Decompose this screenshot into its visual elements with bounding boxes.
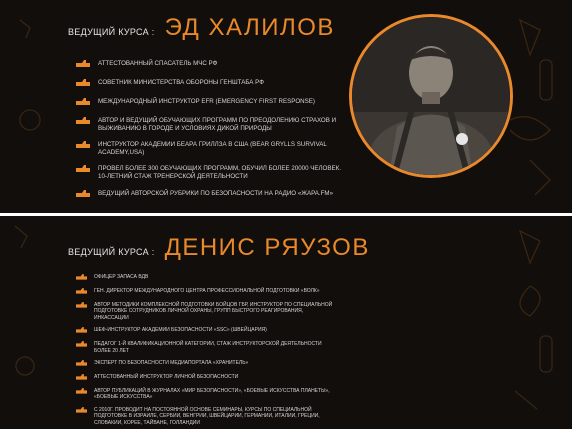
lead-label: ВЕДУЩИЙ КУРСА :	[68, 247, 155, 257]
credential-text: ПРОВЕЛ БОЛЕЕ 300 ОБУЧАЮЩИХ ПРОГРАММ, ОБУЧИЛ БОЛЕЕ 20000 ЧЕЛОВЕК. 10-ЛЕТНИЙ СТАЖ ТРЕНЕРСКОЙ ДЕЯТЕЛЬНОСТИ	[98, 165, 341, 180]
instructor-name: ЭД ХАЛИЛОВ	[164, 14, 335, 41]
credential-text: С 2010Г. ПРОВОДИТ НА ПОСТОЯННОЙ ОСНОВЕ СЕМИНАРЫ, КУРСЫ ПО СПЕЦИАЛЬНОЙ ПОДГОТОВКЕ В ИЗРАИЛЕ, СЕРБИИ, ВЕНГРИИ, ШВЕЙЦАРИИ, ГЕРМАНИИ, ИТАЛИИ, ГРЕЦИИ, СЛОВАКИИ, КОРЕЕ, ТАЙВАНЕ, ГОЛЛАНДИИ	[94, 406, 320, 426]
credential-text: ИНСТРУКТОР АКАДЕМИИ БЕАРА ГРИЛЛЗА В США (BEAR GRYLLS SURVIVAL ACADEMY,USA)	[98, 141, 327, 156]
pointing-hand-icon	[76, 117, 90, 127]
list-item	[76, 341, 336, 354]
pointing-hand-icon	[76, 374, 87, 382]
pointing-hand-icon	[76, 98, 90, 108]
credential-text: ГЕН. ДИРЕКТОР МЕЖДУНАРОДНОГО ЦЕНТРА ПРОФЕССИОНАЛЬНОЙ ПОДГОТОВКИ «ВОЛК»	[94, 288, 320, 294]
credential-text: МЕЖДУНАРОДНЫЙ ИНСТРУКТОР EFR (EMERGENCY FIRST RESPONSE)	[98, 98, 315, 105]
list-item	[76, 288, 336, 296]
credential-text: ЭКСПЕРТ ПО БЕЗОПАСНОСТИ МЕДИАПОРТАЛА «ХРАНИТЕЛЬ»	[94, 360, 249, 367]
pointing-hand-icon	[76, 60, 90, 70]
pointing-hand-icon	[76, 79, 90, 89]
card-header	[68, 234, 370, 262]
instructor-card-ryauzov	[0, 216, 572, 429]
credential-text: АВТОР МЕТОДИКИ КОМПЛЕКСНОЙ ПОДГОТОВКИ БОЙЦОВ ГБР, ИНСТРУКТОР ПО СПЕЦИАЛЬНОЙ ПОДГОТОВКЕ СОТРУДНИКОВ ЛИЧНОЙ ОХРАНЫ, ГРУПП БЫСТРОГО РЕАГИРОВАНИЯ, ИНКАССАЦИИ	[94, 302, 333, 321]
photo-illustration	[352, 17, 510, 175]
credential-text: СОВЕТНИК МИНИСТЕРСТВА ОБОРОНЫ ГЕНШТАБА РФ	[98, 79, 264, 86]
credentials-list	[76, 60, 351, 209]
pointing-hand-icon	[76, 302, 87, 310]
pointing-hand-icon	[76, 274, 87, 282]
list-item	[76, 117, 351, 132]
list-item	[76, 165, 351, 180]
list-item	[76, 302, 336, 321]
credential-text: АТТЕСТОВАННЫЙ СПАСАТЕЛЬ МЧС РФ	[98, 60, 218, 67]
list-item	[76, 98, 351, 108]
pointing-hand-icon	[76, 360, 87, 368]
credential-text: АТТЕСТОВАННЫЙ ИНСТРУКТОР ЛИЧНОЙ БЕЗОПАСНОСТИ	[94, 374, 239, 381]
pointing-hand-icon	[76, 388, 87, 396]
lead-label: ВЕДУЩИЙ КУРСА :	[68, 27, 155, 37]
credentials-list	[76, 274, 336, 429]
credential-text: ШЕФ-ИНСТРУКТОР АКАДЕМИИ БЕЗОПАСНОСТИ «SSC» (ШВЕЙЦАРИЯ)	[94, 327, 267, 334]
credential-text: ВЕДУЩИЙ АВТОРСКОЙ РУБРИКИ ПО БЕЗОПАСНОСТИ НА РАДИО «ЖАРА.FM»	[98, 189, 334, 197]
instructor-name: ДЕНИС РЯУЗОВ	[164, 234, 370, 261]
list-item	[76, 327, 336, 335]
credential-text: АВТОР И ВЕДУЩИЙ ОБУЧАЮЩИХ ПРОГРАММ ПО ПРЕОДОЛЕНИЮ СТРАХОВ И ВЫЖИВАНИЮ В ГОРОДЕ И УСЛОВИЯХ ДИКОЙ ПРИРОДЫ	[98, 117, 337, 132]
pointing-hand-icon	[76, 165, 90, 175]
list-item	[76, 407, 336, 426]
list-item	[76, 374, 336, 382]
pointing-hand-icon	[76, 288, 87, 296]
pointing-hand-icon	[76, 407, 87, 415]
credential-text: ОФИЦЕР ЗАПАСА ВДВ	[94, 274, 149, 280]
instructor-photo	[349, 14, 513, 178]
card-header	[68, 14, 335, 42]
list-item	[76, 274, 336, 282]
list-item	[76, 79, 351, 89]
list-item	[76, 360, 336, 368]
list-item	[76, 60, 351, 70]
pointing-hand-icon	[76, 341, 87, 349]
list-item	[76, 190, 351, 200]
pointing-hand-icon	[76, 141, 90, 151]
credential-text: ПЕДАГОГ 1-Й КВАЛИФИКАЦИОННОЙ КАТЕГОРИИ, СТАЖ ИНСТРУКТОРСКОЙ ДЕЯТЕЛЬНОСТИ БОЛЕЕ 20 ЛЕТ	[94, 341, 322, 354]
list-item	[76, 141, 351, 156]
list-item	[76, 388, 336, 401]
pointing-hand-icon	[76, 190, 90, 200]
pointing-hand-icon	[76, 327, 87, 335]
credential-text: АВТОР ПУБЛИКАЦИЙ В ЖУРНАЛАХ «МИР БЕЗОПАСНОСТИ», «БОЕВЫЕ ИСКУССТВА ПЛАНЕТЫ», «БОЕВЫЕ ИСКУССТВА»	[94, 388, 330, 401]
